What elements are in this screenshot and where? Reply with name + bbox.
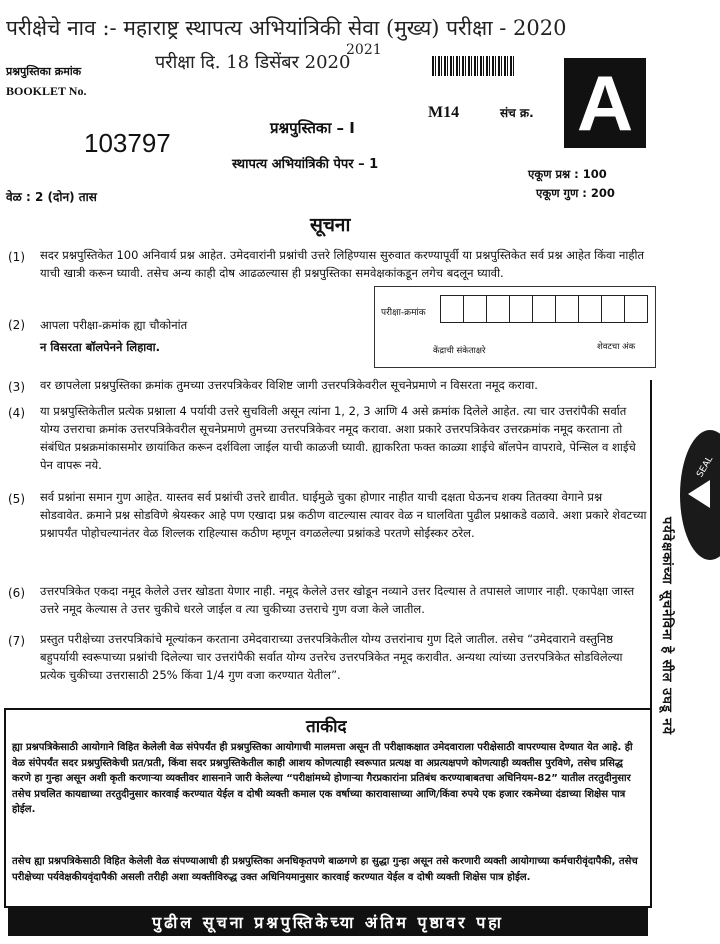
instruction-number: (6) [8,586,25,600]
seal-text: SEAL [695,454,716,480]
warning-paragraph-2: तसेच ह्या प्रश्नपत्रिकेसाठी विहित केलेली वेळ संपण्याआधी ही प्रश्नपुस्तिका अनधिकृतपणे बाळगणे हा सुद्धा गुन्हा असून तसे करणारी व्यक्ती आयोगाच्या कर्मचारीवृंदापैकी, तसेच परीक्षेच्या पर्यवेक्षकीयवृंदापैकी असली तरीही अशा व्यक्तीविरुद्ध उक्त अधिनियमानुसार कारवाई करण्यात येईल व दोषी व्यक्ती शिक्षेस पात्र होईल. [12,856,638,883]
time-allowed: वेळ : 2 (दोन) तास [6,190,97,204]
arrow-left-icon [688,480,710,508]
instruction-item: सदर प्रश्नपुस्तिकेत 100 अनिवार्य प्रश्न आहेत. उमेदवारांनी प्रश्नांची उत्तरे लिहिण्यास सुरुवात करण्यापूर्वी या प्रश्नपुस्तिकेत सर्व प्रश्न आहेत किंवा नाहीत याची खात्री करून घ्यावी. तसेच अन्य काही दोष आढळल्यास ही प्रश्नपुस्तिका समवेक्षकांकडून लगेच बदलून घ्यावी. [40,248,645,280]
instruction-item: वर छापलेला प्रश्नपुस्तिका क्रमांक तुमच्या उत्तरपत्रिकेवर विशिष्ट जागी उत्तरपत्रिकेवरील सूचनेप्रमाणे न विसरता नमूद करावा. [40,378,538,392]
instruction-item: सर्व प्रश्नांना समान गुण आहेत. यास्तव सर्व प्रश्नांची उत्तरे द्यावीत. घाईमुळे चुका होणार नाहीत याची दक्षता घेऊनच शक्य तितक्या वेगाने प्रश्न सोडवावेत. क्रमाने प्रश्न सोडविणे श्रेयस्कर आहे पण एखादा प्रश्न कठीण वाटल्यास त्यावर वेळ न घालविता पुढील प्रश्नाकडे वळावे. अशा प्रकारे शेवटच्या प्रश्नापर्यंत पोहोचल्यानंतर वेळ शिल्लक राहिल्यास कठीण म्हणून वगळलेल्या प्रश्नांकडे परतणे सोईस्कर ठरेल. [40,490,647,540]
paper-code: M14 [428,104,460,121]
warning-paragraph-1: ह्या प्रश्नपत्रिकेसाठी आयोगाने विहित केलेली वेळ संपेपर्यंत ही प्रश्नपुस्तिका आयोगाची मालमत्ता असून ती परीक्षाकक्षात उमेदवाराला परीक्षेसाठी वापरण्यास देण्यात येत आहे. ही वेळ संपेपर्यंत सदर प्रश्नपुस्तिकेची प्रत/प्रती, किंवा सदर प्रश्नपुस्तिकेतील काही आशय कोणत्याही स्वरूपात प्रत्यक्ष वा अप्रत्यक्षपणे कोणत्याही व्यक्तीस पुरविणे, तसेच प्रसिद्ध करणे हा गुन्हा असून अशी कृती करणाऱ्या व्यक्तीवर शासनाने जारी केलेल्या “परीक्षांमध्ये होणाऱ्या गैरप्रकारांना प्रतिबंध करण्याबाबतचा अधिनियम-82” यातील तरतुदीनुसार तसेच प्रचलित कायद्याच्या तरतुदीनुसार कारवाई करण्यात येईल व दोषी व्यक्ती कमाल एक वर्षाच्या कारावासाच्या आणि/किंवा रुपये एक हजार रकमेच्या दंडाच्या शिक्षेस पात्र होईल. [12,742,633,815]
instruction-item-bold: न विसरता बॉलपेनने लिहावा. [40,340,161,354]
booklet-subtitle: स्थापत्य अभियांत्रिकी पेपर – 1 [232,157,379,172]
instruction-item: या प्रश्नपुस्तिकेतील प्रत्येक प्रश्नाला 4 पर्यायी उत्तरे सुचविली असून त्यांना 1, 2, 3 आणि 4 असे क्रमांक दिलेले आहेत. त्या चार उत्तरांपैकी सर्वात योग्य उत्तराचा क्रमांक उत्तरपत्रिकेवरील सूचनेप्रमाणे तुमच्या उत्तरपत्रिकेवर नमूद करावा. अशा प्रकारे उत्तरपत्रिकेवर उत्तरक्रमांक नमूद करताना तो संबंधित प्रश्नक्रमांकासमोर छायांकित करून दर्शविला जाईल याची काळजी घ्यावी. ह्याकरिता फक्त काळ्या शाईचे बॉलपेन वापरावे, पेन्सिल व शाईचे पेन वापरू नये. [40,404,636,472]
barcode [432,56,514,76]
instruction-item: उत्तरपत्रिकेत एकदा नमूद केलेले उत्तर खोडता येणार नाही. नमूद केलेले उत्तर खोडून नव्याने उत्तर दिल्यास ते तपासले जाणार नाही. एकापेक्षा जास्त उत्तरे नमूद केल्यास ते उत्तर चुकीचे धरले जाईल व त्या चुकीच्या उत्तराचे गुण वजा केले जातील. [40,584,635,616]
warning-title: ताकीद [306,717,347,737]
instruction-number: (4) [8,406,25,420]
total-marks: एकूण गुण : 200 [536,186,615,200]
footer-banner: पुढील सूचना प्रश्नपुस्तिकेच्या अंतिम पृष्ठावर पहा [8,908,648,936]
handwritten-year-correction: 2021 [346,42,382,58]
side-strip-text: पर्यवेक्षकांच्या सूचनेविना हे सील उघडू नये [659,516,674,736]
seal-badge [680,430,720,560]
warning-box [4,708,652,908]
roll-number-box [374,286,656,368]
total-questions: एकूण प्रश्न : 100 [528,167,607,181]
booklet-no-marathi: प्रश्नपुस्तिका क्रमांक [6,65,82,78]
set-letter-box: A [564,58,646,148]
last-digit-label: शेवटचा अंक [597,342,636,352]
centre-code-label: केंद्राची संकेताक्षरे [433,346,486,356]
booklet-number: 103797 [84,128,171,158]
roll-number-grid[interactable] [441,295,648,323]
instructions-title: सूचना [310,214,351,236]
handwritten-exam-name: परीक्षेचे नाव :- महाराष्ट्र स्थापत्य अभियांत्रिकी सेवा (मुख्य) परीक्षा - 2020 [6,16,567,40]
instruction-number: (3) [8,380,25,394]
instruction-number: (5) [8,492,25,506]
instruction-number: (7) [8,634,25,648]
set-label: संच क्र. [500,106,534,120]
side-strip [650,380,680,872]
instruction-item: प्रस्तुत परीक्षेच्या उत्तरपत्रिकांचे मूल्यांकन करताना उमेदवाराच्या उत्तरपत्रिकेतील योग्य उत्तरांनाच गुण दिले जातील. तसेच “उमेदवाराने वस्तुनिष्ठ बहुपर्यायी स्वरूपाच्या प्रश्नांची दिलेल्या चार उत्तरांपैकी सर्वात योग्य उत्तरेच उत्तरपत्रिकेत नमूद करावीत. अन्यथा त्यांच्या उत्तरपत्रिकेत सोडविलेल्या प्रत्येक चुकीच्या उत्तरासाठी 25% किंवा 1/4 गुण वजा करण्यात येतील”. [40,632,623,682]
instruction-item: आपला परीक्षा-क्रमांक ह्या चौकोनांत [40,318,188,332]
booklet-no-en: BOOKLET No. [6,84,87,98]
instruction-number: (1) [8,250,25,264]
roll-number-label: परीक्षा-क्रमांक [381,308,426,318]
instruction-number: (2) [8,318,25,332]
booklet-title: प्रश्नपुस्तिका – I [270,119,355,137]
handwritten-exam-date: परीक्षा दि. 18 डिसेंबर 2020 [155,52,351,73]
